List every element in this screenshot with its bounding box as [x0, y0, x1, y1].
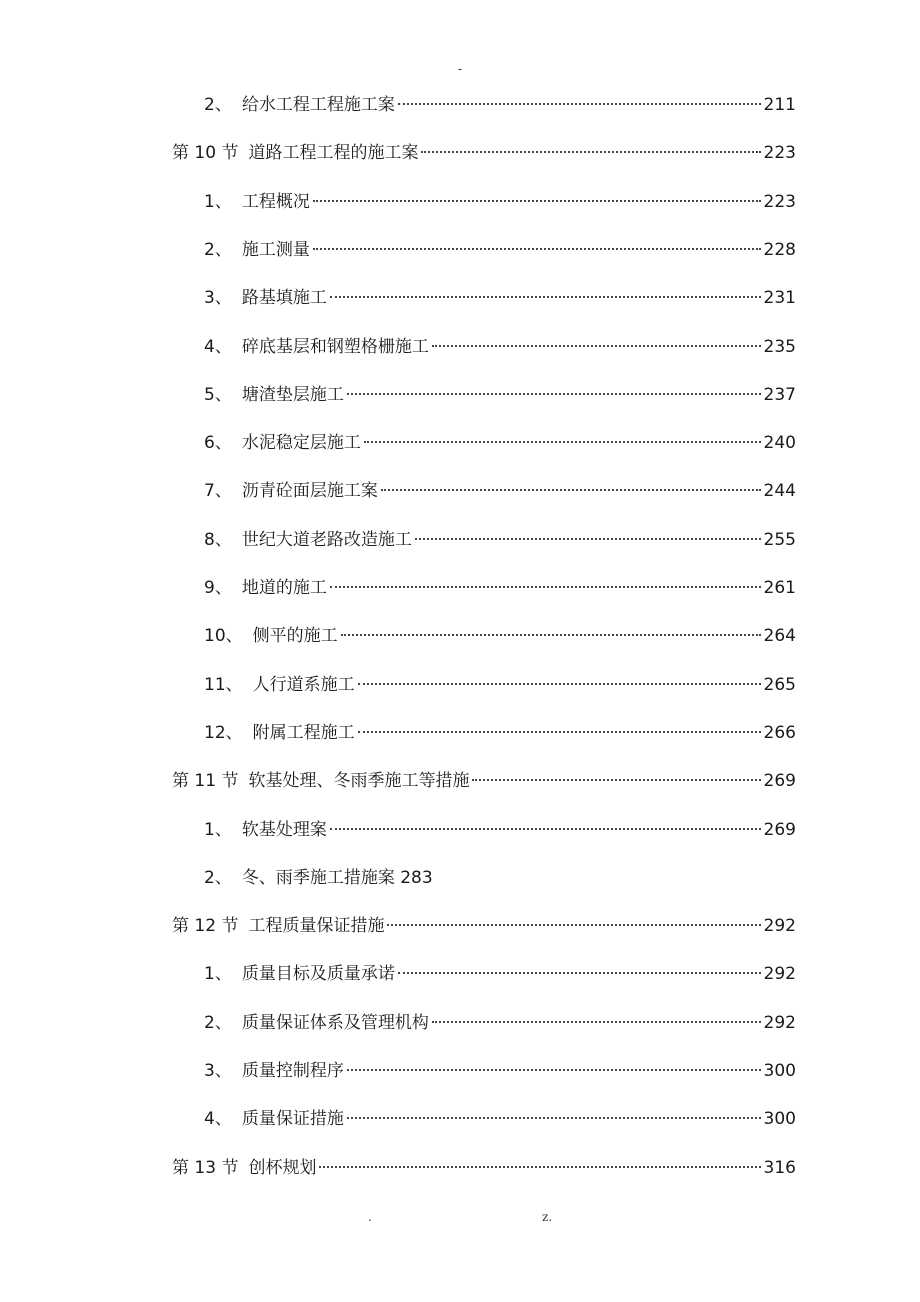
- toc-entry-title: 质量保证体系及管理机构: [241, 1012, 429, 1033]
- toc-entry-number: 2、: [204, 1012, 232, 1033]
- toc-entry-page: 237: [763, 384, 796, 405]
- toc-entry-number: 2、: [204, 95, 232, 115]
- toc-entry[interactable]: [204, 380, 796, 410]
- toc-entry-page: 265: [763, 674, 796, 695]
- toc-entry-title: 碎底基层和钢塑格栅施工: [241, 336, 429, 357]
- toc-entry-title: 给水工程工程施工案: [241, 95, 395, 115]
- toc-entry-number: 1、: [204, 964, 232, 985]
- footer-left-mark: .: [368, 1210, 372, 1224]
- toc-entry-number: 1、: [204, 191, 232, 212]
- toc-entry[interactable]: [204, 1008, 796, 1038]
- toc-entry-leader: [330, 827, 761, 830]
- toc-entry-leader: [358, 730, 761, 733]
- toc-entry[interactable]: [204, 573, 796, 603]
- toc-entry-number: 2、: [204, 867, 232, 888]
- toc-entry[interactable]: [204, 959, 796, 989]
- toc-entry-page: 292: [763, 1012, 796, 1033]
- toc-entry-number: 12、: [204, 722, 243, 743]
- toc-entry[interactable]: [172, 766, 796, 796]
- toc-entry-title: 软基处理案: [241, 819, 327, 840]
- toc-entry-page: 316: [763, 1157, 796, 1178]
- toc-entry-number: 4、: [204, 1109, 232, 1130]
- toc-entry-page: 240: [763, 433, 796, 454]
- toc-entry[interactable]: [204, 815, 796, 845]
- toc-entry[interactable]: [204, 235, 796, 265]
- toc-entry[interactable]: [204, 1056, 796, 1086]
- toc-entry-page: 228: [763, 239, 796, 260]
- toc-entry-page: 223: [763, 191, 796, 212]
- toc-entry-page: 264: [763, 626, 796, 647]
- toc-entry-leader: [421, 150, 760, 153]
- toc-entry-page: 266: [763, 722, 796, 743]
- toc-entry-title: 地道的施工: [241, 578, 327, 598]
- toc-entry[interactable]: [204, 332, 796, 362]
- toc-entry-page: 211: [763, 95, 796, 115]
- toc-entry-leader: [381, 488, 761, 491]
- header-mark: -: [457, 62, 463, 76]
- toc-entry[interactable]: [204, 670, 796, 700]
- toc-entry-leader: [387, 923, 760, 926]
- toc-entry-leader: [472, 778, 760, 781]
- toc-entry-number: 3、: [204, 1061, 232, 1081]
- toc-entry-title: 质量控制程序: [241, 1061, 344, 1081]
- toc-entry-title: 质量保证措施: [241, 1109, 344, 1130]
- toc-entry-leader: [341, 633, 761, 636]
- toc-entry[interactable]: [204, 187, 796, 217]
- toc-entry-title: 质量目标及质量承诺: [241, 964, 395, 985]
- toc-entry[interactable]: [172, 138, 796, 168]
- toc-entry-number: 10、: [204, 626, 243, 647]
- toc-entry-number: 11、: [204, 674, 243, 695]
- toc-entry-leader: [319, 1165, 760, 1168]
- toc-entry[interactable]: [204, 283, 796, 313]
- toc-entry-leader: [313, 247, 761, 250]
- toc-entry-leader: [398, 102, 761, 105]
- toc-entry-page: 300: [763, 1061, 796, 1081]
- toc-entry-number: 7、: [204, 481, 232, 502]
- toc-entry-number: 4、: [204, 336, 232, 357]
- toc-entry-title: 附属工程施工: [252, 722, 355, 743]
- toc-entry-leader: [432, 344, 761, 347]
- toc-entry-leader: [364, 440, 761, 443]
- toc-entry-page: 244: [763, 481, 796, 502]
- toc-entry-title: 施工测量: [241, 239, 310, 260]
- toc-entry-page: 292: [763, 964, 796, 985]
- toc-entry-page: 292: [763, 916, 796, 937]
- toc-entry-title: 塘渣垫层施工: [241, 384, 344, 405]
- toc-entry-page: 231: [763, 288, 796, 309]
- toc-entry-number: 9、: [204, 578, 232, 598]
- toc-entry-title: 路基填施工: [241, 288, 327, 309]
- toc-entry-title: 水泥稳定层施工: [241, 433, 361, 454]
- toc-entry-page: 235: [763, 336, 796, 357]
- toc-entry-number: 5、: [204, 384, 232, 405]
- toc-entry-leader: [432, 1020, 761, 1023]
- toc-entry-title: 世纪大道老路改造施工: [241, 529, 412, 550]
- toc-entry[interactable]: [172, 1153, 796, 1183]
- toc-entry[interactable]: [204, 863, 796, 893]
- toc-entry-leader: [398, 971, 761, 974]
- toc-entry-title: 人行道系施工: [252, 674, 355, 695]
- toc-entry-leader: [313, 199, 761, 202]
- toc-entry-title: 工程概况: [241, 191, 310, 212]
- toc-entry-number: 第 10 节: [172, 143, 239, 164]
- toc-entry[interactable]: [204, 476, 796, 506]
- toc-entry-leader: [347, 1116, 761, 1119]
- toc-entry-number: 第 12 节: [172, 916, 239, 937]
- toc-entry-title: 冬、雨季施工措施案 283: [241, 867, 433, 888]
- toc-entry[interactable]: [204, 525, 796, 555]
- toc-entry[interactable]: [204, 621, 796, 651]
- toc-entry-number: 3、: [204, 288, 232, 309]
- toc-entry-leader: [436, 877, 793, 878]
- toc-entry[interactable]: [204, 90, 796, 120]
- toc-entry-number: 1、: [204, 819, 232, 840]
- toc-entry-number: 8、: [204, 529, 232, 550]
- footer-right-mark: z.: [542, 1210, 553, 1224]
- toc-entry-number: 6、: [204, 433, 232, 454]
- toc-entry[interactable]: [172, 911, 796, 941]
- toc-entry-title: 侧平的施工: [252, 626, 338, 647]
- toc-entry-leader: [358, 682, 761, 685]
- toc-entry-title: 软基处理、冬雨季施工等措施: [248, 771, 470, 792]
- toc-entry-leader: [347, 1068, 761, 1071]
- toc-entry-title: 创杯规划: [248, 1157, 317, 1178]
- toc-entry-leader: [347, 392, 761, 395]
- toc-entry-title: 道路工程工程的施工案: [248, 143, 419, 164]
- toc-entry[interactable]: [204, 1104, 796, 1134]
- toc-entry-number: 第 11 节: [172, 771, 239, 792]
- toc-entry[interactable]: [204, 428, 796, 458]
- toc-entry-page: 269: [763, 819, 796, 840]
- toc-entry-page: 300: [763, 1109, 796, 1130]
- toc-entry-title: 沥青砼面层施工案: [241, 481, 378, 502]
- toc-entry-leader: [330, 295, 761, 298]
- toc-entry[interactable]: [204, 718, 796, 748]
- toc-entry-leader: [330, 585, 761, 588]
- toc-entry-number: 第 13 节: [172, 1157, 239, 1178]
- toc-entry-number: 2、: [204, 239, 232, 260]
- toc-entry-page: 261: [763, 578, 796, 598]
- toc-entry-page: 269: [763, 771, 796, 792]
- toc-entry-page: 223: [763, 143, 796, 164]
- toc-entry-title: 工程质量保证措施: [248, 916, 385, 937]
- toc-entry-page: 255: [763, 529, 796, 550]
- toc-entry-leader: [415, 537, 761, 540]
